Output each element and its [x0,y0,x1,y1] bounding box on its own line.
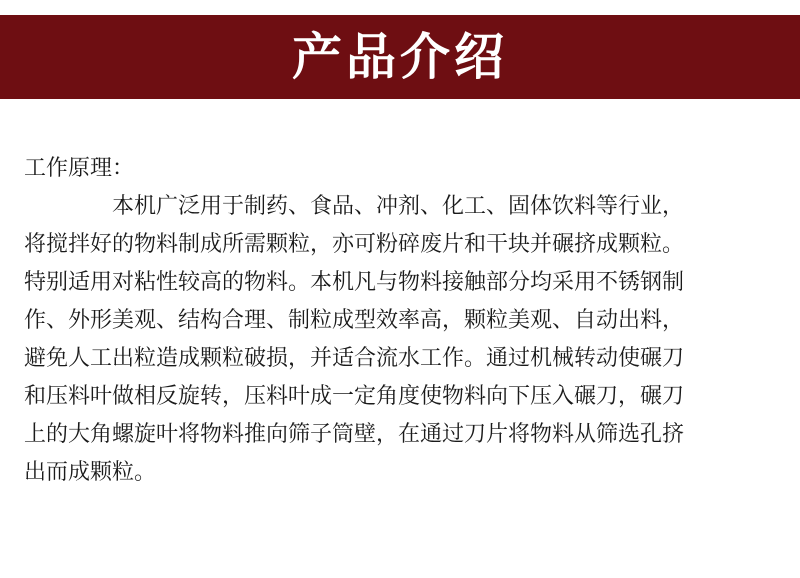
description-body [24,150,784,492]
paragraph-line: 特别适用对粘性较高的物料。本机凡与物料接触部分均采用不锈钢制 [24,270,685,295]
paragraph-line: 将搅拌好的物料制成所需颗粒，亦可粉碎废片和干块并碾挤成颗粒。 [24,232,685,257]
paragraph-line: 出而成颗粒。 [24,460,157,485]
description-paragraph [24,188,784,492]
paragraph-line: 本机广泛用于制药、食品、冲剂、化工、固体饮料等行业， [112,194,685,219]
paragraph-line: 上的大角螺旋叶将物料推向筛子筒壁，在通过刀片将物料从筛选孔挤 [24,422,685,447]
page-title: 产品介绍 [292,28,508,86]
title-banner [0,15,800,99]
section-label: 工作原理： [24,156,135,181]
paragraph-line: 避免人工出粒造成颗粒破损，并适合流水工作。通过机械转动使碾刀 [24,346,685,371]
paragraph-line: 和压料叶做相反旋转，压料叶成一定角度使物料向下压入碾刀，碾刀 [24,384,685,409]
paragraph-line: 作、外形美观、结构合理、制粒成型效率高，颗粒美观、自动出料， [24,308,685,333]
